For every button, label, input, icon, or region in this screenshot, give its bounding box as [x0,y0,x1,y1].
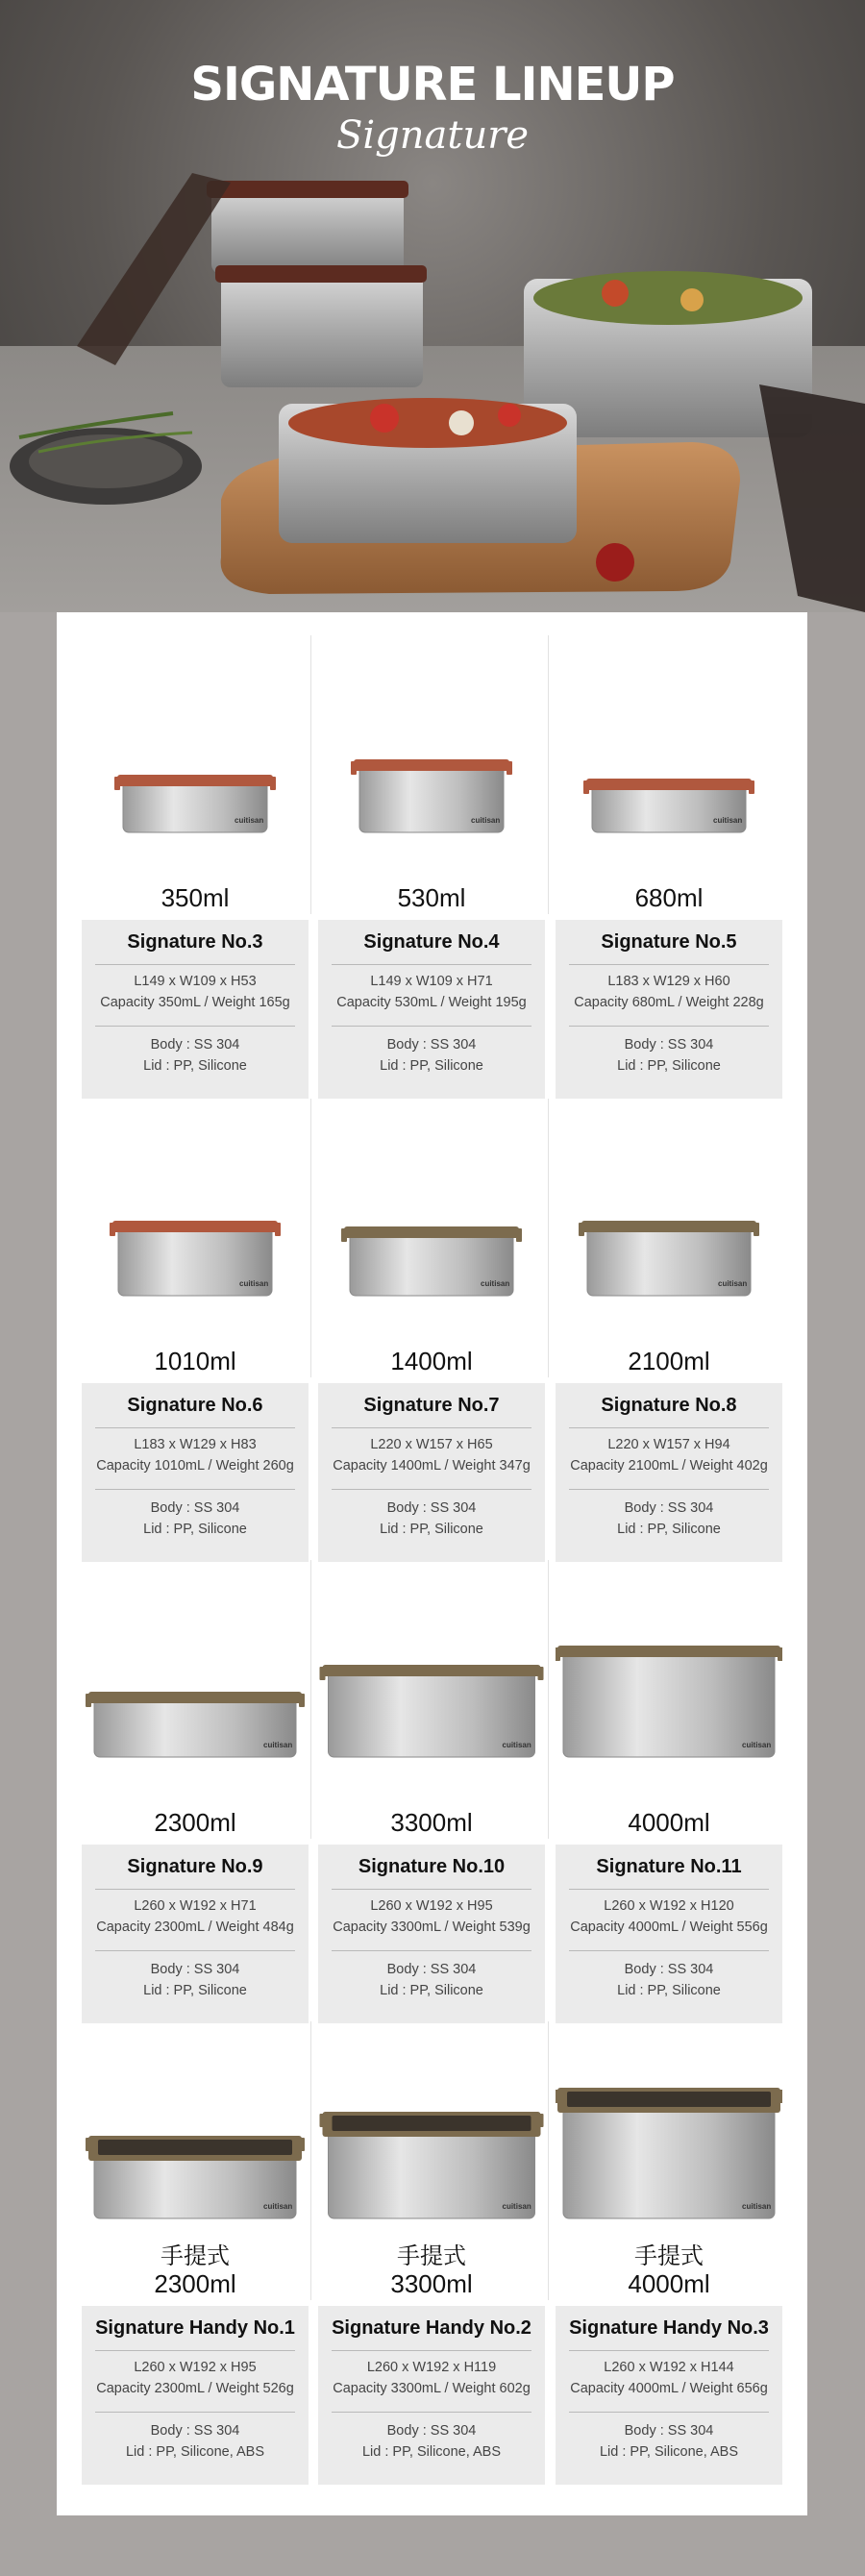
product-name: Signature No.7 [363,1395,500,1416]
lid-clip [320,2114,326,2127]
spec-divider [332,1427,531,1428]
brand-logo: cuitisan [718,1279,748,1288]
product-lid-material: Lid : PP, Silicone [380,1522,483,1537]
brand-logo: cuitisan [742,2202,772,2211]
container-lid [323,1665,541,1676]
product-card [318,1560,545,2023]
lid-clip [538,1667,544,1680]
product-card [318,1099,545,1562]
container-image [82,635,309,904]
product-lid-material: Lid : PP, Silicone, ABS [361,2444,502,2460]
spec-divider [332,2412,531,2413]
spec-divider [95,1889,295,1890]
hero-script-title: Signature [335,113,530,158]
product-body-material: Body : SS 304 [150,1500,240,1516]
lid-clip [507,761,512,775]
spec-box [318,2306,545,2485]
lid-clip [341,1228,347,1242]
product-name: Signature Handy No.2 [332,2317,531,2339]
brand-logo: cuitisan [713,816,743,825]
product-name: Signature No.9 [127,1856,263,1877]
brand-logo: cuitisan [263,2202,293,2211]
lid-clip [86,1694,91,1707]
product-capacity-weight: Capacity 530mL / Weight 195g [336,995,527,1010]
brand-logo: cuitisan [471,816,501,825]
lid-clip [749,780,754,794]
product-name: Signature No.6 [127,1395,263,1416]
container-lid [354,759,509,771]
column-divider [310,1099,311,1377]
product-card [318,635,545,1099]
capacity-label: 530ml [397,883,466,912]
spec-divider [569,1889,769,1890]
hero-title: SIGNATURE LINEUP [190,58,675,111]
product-body-material: Body : SS 304 [386,1962,477,1977]
product-card [556,1099,782,1562]
product-capacity-weight: Capacity 680mL / Weight 228g [574,995,764,1010]
container-lid [344,1226,519,1238]
lid-clip [516,1228,522,1242]
capacity-label: 2100ml [628,1347,710,1375]
spec-divider [332,1026,531,1027]
product-lid-material: Lid : PP, Silicone, ABS [125,2444,265,2460]
lid-clip [299,2138,305,2151]
spec-divider [569,1026,769,1027]
capacity-label: 4000ml [628,2269,710,2298]
column-divider [310,1560,311,1839]
handy-label: 手提式 [397,2242,466,2269]
lid-clip [275,1223,281,1236]
lid-clip [270,777,276,790]
product-capacity-weight: Capacity 1010mL / Weight 260g [96,1458,294,1474]
product-name: Signature No.8 [601,1395,737,1416]
container-photo [211,187,404,274]
lid-clip [778,1647,782,1661]
product-body-material: Body : SS 304 [150,1037,240,1053]
product-capacity-weight: Capacity 2300mL / Weight 484g [96,1920,294,1935]
capacity-label: 350ml [161,883,230,912]
product-body-material: Body : SS 304 [386,1037,477,1053]
product-name: Signature No.11 [596,1856,742,1877]
product-lid-material: Lid : PP, Silicone [617,1058,721,1074]
product-dimensions: L260 x W192 x H120 [604,1898,734,1914]
product-capacity-weight: Capacity 1400mL / Weight 347g [333,1458,531,1474]
column-divider [310,2021,311,2300]
spec-box [556,1383,782,1562]
spec-divider [332,1889,531,1890]
product-name: Signature No.3 [127,931,263,953]
lid-clip [351,761,357,775]
brand-logo: cuitisan [239,1279,269,1288]
product-dimensions: L260 x W192 x H144 [604,2360,734,2375]
product-dimensions: L260 x W192 x H95 [134,2360,257,2375]
capacity-label: 2300ml [154,1808,236,1837]
column-divider [548,1099,549,1377]
product-dimensions: L260 x W192 x H119 [366,2360,497,2375]
spec-box [82,1845,309,2023]
capacity-label: 1400ml [390,1347,473,1375]
brand-logo: cuitisan [502,2202,531,2211]
product-dimensions: L149 x W109 x H71 [370,974,493,989]
container-lid [88,1692,302,1703]
lid-clip [299,1694,305,1707]
product-lid-material: Lid : PP, Silicone [617,1522,721,1537]
container-lid [581,1221,756,1232]
spec-divider [569,1427,769,1428]
lid-clip [320,1667,326,1680]
lid-clip [114,777,120,790]
container-lid [112,1221,278,1232]
brand-logo: cuitisan [742,1741,772,1749]
product-capacity-weight: Capacity 3300mL / Weight 539g [333,1920,531,1935]
capacity-label: 3300ml [390,2269,473,2298]
spec-box [318,1845,545,2023]
container-lid [557,1646,780,1657]
product-dimensions: L220 x W157 x H94 [607,1437,730,1452]
column-divider [548,2021,549,2300]
lid-clip [556,1647,560,1661]
capacity-label: 4000ml [628,1808,710,1837]
lid-clip [754,1223,759,1236]
hero-banner [0,0,865,612]
capacity-label: 1010ml [154,1347,236,1375]
column-divider [310,635,311,914]
product-card [556,635,782,1099]
container-image [318,1560,545,1829]
lid-clip [538,2114,544,2127]
spec-divider [95,1026,295,1027]
product-card [82,1099,309,1562]
product-capacity-weight: Capacity 3300mL / Weight 602g [333,2381,531,2396]
product-name: Signature Handy No.3 [569,2317,769,2339]
product-card [556,2021,782,2485]
product-dimensions: L183 x W129 x H60 [607,974,730,989]
product-capacity-weight: Capacity 4000mL / Weight 656g [570,2381,768,2396]
lid-clip [579,1223,584,1236]
container-lid [117,775,273,786]
spec-divider [95,1427,295,1428]
lid-clip [556,2090,560,2103]
spec-divider [569,2350,769,2351]
product-dimensions: L260 x W192 x H71 [134,1898,257,1914]
product-name: Signature No.4 [363,931,500,953]
spec-divider [95,1950,295,1951]
product-card [318,2021,545,2485]
spec-divider [95,964,295,965]
brand-logo: cuitisan [235,816,264,825]
product-capacity-weight: Capacity 350mL / Weight 165g [100,995,290,1010]
column-divider [548,635,549,914]
product-body-material: Body : SS 304 [386,2423,477,2439]
product-body-material: Body : SS 304 [624,2423,714,2439]
spec-box [82,2306,309,2485]
product-capacity-weight: Capacity 2100mL / Weight 402g [570,1458,768,1474]
container-image [556,1560,782,1829]
product-lineup-panel [57,612,807,2515]
spec-divider [332,2350,531,2351]
spec-box [82,920,309,1099]
product-body-material: Body : SS 304 [386,1500,477,1516]
spec-divider [569,1950,769,1951]
spec-box [318,1383,545,1562]
handy-label: 手提式 [161,2242,230,2269]
spec-divider [95,2350,295,2351]
brand-logo: cuitisan [481,1279,510,1288]
container-image [318,635,545,904]
product-body-material: Body : SS 304 [624,1962,714,1977]
product-lid-material: Lid : PP, Silicone [380,1983,483,1998]
container-image [318,1099,545,1368]
product-body-material: Body : SS 304 [150,2423,240,2439]
product-dimensions: L149 x W109 x H53 [134,974,257,989]
product-card [82,2021,309,2485]
container-image [82,1099,309,1368]
capacity-label: 3300ml [390,1808,473,1837]
product-lid-material: Lid : PP, Silicone, ABS [599,2444,739,2460]
brand-logo: cuitisan [502,1741,531,1749]
lid-clip [778,2090,782,2103]
product-lid-material: Lid : PP, Silicone [380,1058,483,1074]
spec-divider [95,1489,295,1490]
lid-clip [86,2138,91,2151]
product-dimensions: L220 x W157 x H65 [370,1437,493,1452]
product-dimensions: L183 x W129 x H83 [134,1437,257,1452]
product-name: Signature No.5 [601,931,737,953]
spec-divider [569,1489,769,1490]
container-image [556,635,782,904]
spec-divider [332,1489,531,1490]
spec-divider [569,2412,769,2413]
product-body-material: Body : SS 304 [624,1500,714,1516]
container-handle [567,2092,771,2107]
spec-divider [332,964,531,965]
spec-divider [332,1950,531,1951]
product-lid-material: Lid : PP, Silicone [617,1983,721,1998]
capacity-label: 680ml [634,883,704,912]
spec-box [82,1383,309,1562]
spec-divider [95,2412,295,2413]
product-lid-material: Lid : PP, Silicone [143,1983,247,1998]
spec-box [556,2306,782,2485]
column-divider [548,1560,549,1839]
capacity-label: 2300ml [154,2269,236,2298]
product-dimensions: L260 x W192 x H95 [370,1898,493,1914]
product-capacity-weight: Capacity 4000mL / Weight 556g [570,1920,768,1935]
container-handle [333,2116,531,2131]
product-capacity-weight: Capacity 2300mL / Weight 526g [96,2381,294,2396]
product-card [82,635,309,1099]
product-lid-material: Lid : PP, Silicone [143,1522,247,1537]
spec-divider [569,964,769,965]
container-lid [586,779,752,790]
container-image [556,1099,782,1368]
product-lid-material: Lid : PP, Silicone [143,1058,247,1074]
spec-box [318,920,545,1099]
product-name: Signature No.10 [358,1856,506,1877]
container-image [82,1560,309,1829]
lid-clip [583,780,589,794]
brand-logo: cuitisan [263,1741,293,1749]
product-body-material: Body : SS 304 [624,1037,714,1053]
product-body-material: Body : SS 304 [150,1962,240,1977]
handy-label: 手提式 [634,2242,704,2269]
container-body [592,784,746,832]
product-card [556,1560,782,2023]
spec-box [556,1845,782,2023]
lid-clip [110,1223,115,1236]
spec-box [556,920,782,1099]
container-handle [98,2140,292,2155]
product-name: Signature Handy No.1 [95,2317,295,2339]
product-card [82,1560,309,2023]
